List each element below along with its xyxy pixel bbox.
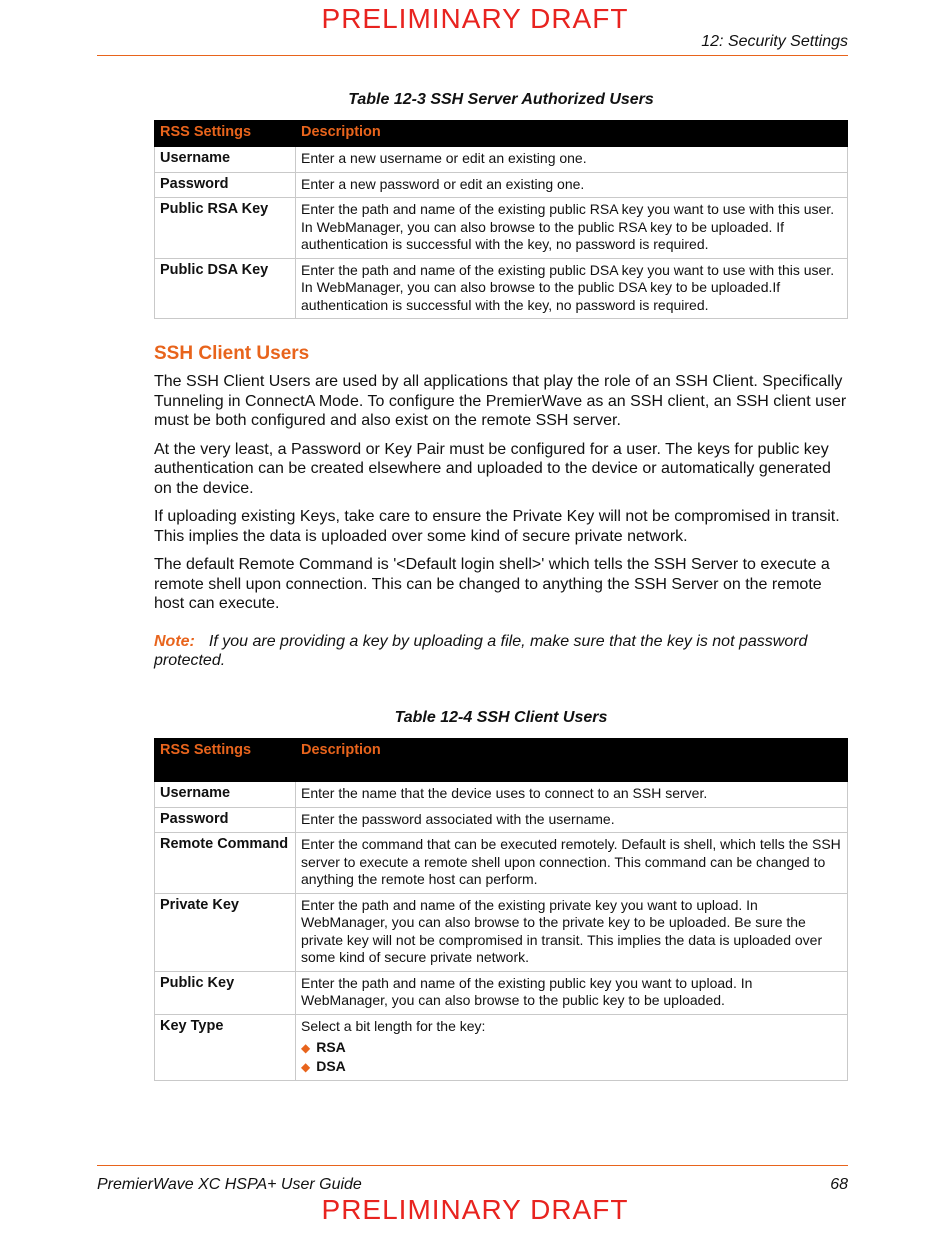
table-row bbox=[155, 172, 848, 198]
setting-description: Enter the path and name of the existing public RSA key you want to use with this user. In WebManager, you can also browse to the public RSA key to be uploaded. If authentication is successful with the key, no password is required. bbox=[296, 198, 848, 259]
table-row bbox=[155, 893, 848, 971]
table-row bbox=[155, 147, 848, 173]
table-caption: Table 12-3 SSH Server Authorized Users bbox=[348, 91, 654, 108]
header-rule bbox=[97, 55, 848, 56]
setting-name: Key Type bbox=[155, 1014, 296, 1081]
column-header-settings: RSS Settings bbox=[155, 121, 296, 147]
setting-name: Remote Command bbox=[155, 833, 296, 894]
setting-description: Enter the password associated with the username. bbox=[296, 807, 848, 833]
list-item bbox=[301, 1039, 842, 1058]
setting-description-cell bbox=[296, 1014, 848, 1081]
diamond-bullet-icon: ◆ bbox=[301, 1041, 311, 1055]
note bbox=[154, 632, 848, 671]
setting-description: Enter the path and name of the existing public DSA key you want to use with this user. In WebManager, you can also browse to the public DSA key to be uploaded.If authentication is successful with the key, no password is required. bbox=[296, 258, 848, 319]
note-label: Note: bbox=[154, 632, 195, 650]
footer-guide-title: PremierWave XC HSPA+ User Guide bbox=[97, 1176, 362, 1193]
table-row bbox=[155, 1014, 848, 1081]
setting-description: Enter the command that can be executed remotely. Default is shell, which tells the SSH server to execute a remote shell upon connection. This command can be changed to anything the remote host can perform. bbox=[296, 833, 848, 894]
setting-name: Password bbox=[155, 807, 296, 833]
option-label: DSA bbox=[316, 1057, 346, 1074]
draft-watermark-bottom: PRELIMINARY DRAFT bbox=[321, 1194, 629, 1225]
option-label: RSA bbox=[316, 1039, 346, 1055]
list-item bbox=[301, 1058, 842, 1077]
paragraph: The default Remote Command is '<Default login shell>' which tells the SSH Server to execute a remote shell upon connection. This can be changed to anything the SSH Server on the remote host can execute. bbox=[154, 556, 830, 612]
page-number: 68 bbox=[830, 1176, 848, 1193]
column-header-settings: RSS Settings bbox=[155, 739, 296, 782]
setting-description: Enter the path and name of the existing public key you want to upload. In WebManager, you can also browse to the public key to be uploaded. bbox=[296, 971, 848, 1014]
setting-description: Select a bit length for the key: bbox=[301, 1017, 486, 1034]
ssh-client-users-table bbox=[154, 738, 848, 1081]
setting-name: Public DSA Key bbox=[155, 258, 296, 319]
footer-rule bbox=[97, 1165, 848, 1166]
paragraph: The SSH Client Users are used by all applications that play the role of an SSH Client. Specifically Tunneling in ConnectA Mode. To configure the PremierWave as an SSH client, an SSH client user must be both configured and also exist on the remote SSH server. bbox=[154, 373, 847, 429]
setting-description: Enter the path and name of the existing private key you want to upload. In WebManager, you can also browse to the private key to be uploaded. Be sure the private key will not be compromised in transit. This implies the data is uploaded over some kind of secure private network. bbox=[296, 893, 848, 971]
setting-name: Username bbox=[155, 782, 296, 808]
table-row bbox=[155, 971, 848, 1014]
setting-name: Public Key bbox=[155, 971, 296, 1014]
paragraph: If uploading existing Keys, take care to ensure the Private Key will not be compromised in transit. This implies the data is uploaded over some kind of secure private network. bbox=[154, 508, 840, 545]
draft-watermark-top: PRELIMINARY DRAFT bbox=[321, 3, 629, 34]
ssh-server-users-table bbox=[154, 120, 848, 319]
table-12-4-block bbox=[154, 709, 848, 1081]
column-header-description: Description bbox=[296, 739, 848, 782]
key-type-options bbox=[301, 1039, 842, 1076]
note-text: If you are providing a key by uploading a file, make sure that the key is not password protected. bbox=[154, 632, 808, 669]
setting-name: Username bbox=[155, 147, 296, 173]
ssh-client-users-section bbox=[154, 343, 848, 671]
setting-name: Password bbox=[155, 172, 296, 198]
column-header-description: Description bbox=[296, 121, 848, 147]
paragraph: At the very least, a Password or Key Pair must be configured for a user. The keys for public key authentication can be created elsewhere and uploaded to the device or automatically generated on the device. bbox=[154, 440, 831, 497]
section-title: SSH Client Users bbox=[154, 343, 310, 364]
table-row bbox=[155, 198, 848, 259]
setting-description: Enter the name that the device uses to connect to an SSH server. bbox=[296, 782, 848, 808]
table-row bbox=[155, 258, 848, 319]
setting-description: Enter a new username or edit an existing one. bbox=[296, 147, 848, 173]
setting-description: Enter a new password or edit an existing one. bbox=[296, 172, 848, 198]
table-row bbox=[155, 782, 848, 808]
table-row bbox=[155, 833, 848, 894]
diamond-bullet-icon: ◆ bbox=[301, 1059, 311, 1074]
table-row bbox=[155, 807, 848, 833]
table-12-3-block bbox=[154, 91, 848, 319]
chapter-running-head: 12: Security Settings bbox=[701, 33, 848, 50]
setting-name: Private Key bbox=[155, 893, 296, 971]
table-caption: Table 12-4 SSH Client Users bbox=[394, 709, 608, 726]
setting-name: Public RSA Key bbox=[155, 198, 296, 259]
